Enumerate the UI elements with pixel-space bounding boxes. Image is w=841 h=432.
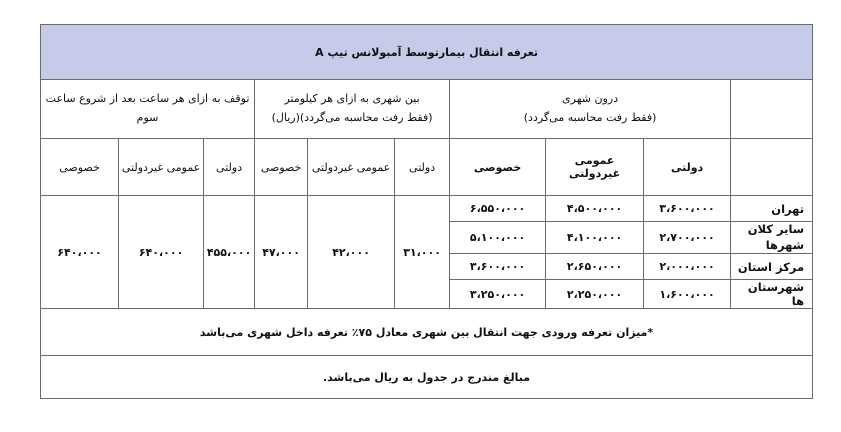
stop-public-rate: ۶۴۰،۰۰۰ (119, 196, 204, 309)
intercity-group-subtitle: (فقط رفت محاسبه می‌گردد)(ریال) (271, 111, 433, 124)
table-row (41, 196, 813, 222)
intercity-public-rate: ۴۲،۰۰۰ (308, 196, 395, 309)
urban-government-tehran: ۳،۶۰۰،۰۰۰ (644, 196, 731, 222)
urban-public-tehran: ۴،۵۰۰،۰۰۰ (546, 196, 644, 222)
urban-group-title: درون شهری (562, 92, 619, 106)
intercity-government-rate: ۳۱،۰۰۰ (395, 196, 450, 309)
row-label-city: شهرستان ها (731, 280, 813, 309)
intercity-group-header (255, 80, 450, 139)
row-label-city: مرکز استان (731, 254, 813, 280)
row-label-city: سایر کلان شهرها (731, 222, 813, 254)
intercity-col-private: خصوصی (255, 139, 308, 196)
urban-col-public-nongov: عمومی غیردولتی (546, 139, 644, 196)
urban-public-towns: ۲،۲۵۰،۰۰۰ (546, 280, 644, 309)
intercity-private-rate: ۴۷،۰۰۰ (255, 196, 308, 309)
row-header-spacer (731, 139, 813, 196)
urban-private-tehran: ۶،۵۵۰،۰۰۰ (450, 196, 546, 222)
urban-private-towns: ۳،۲۵۰،۰۰۰ (450, 280, 546, 309)
urban-group-subtitle: (فقط رفت محاسبه می‌گردد) (523, 111, 657, 124)
corner-cell (731, 80, 813, 139)
intercity-note: *میزان تعرفه ورودی جهت انتقال بین شهری معادل ۷۵٪ تعرفه داخل شهری می‌باشد (41, 309, 813, 356)
stop-col-public-nongov: عمومی غیردولتی (119, 139, 204, 196)
row-label-city: تهران (731, 196, 813, 222)
urban-government-metros: ۲،۷۰۰،۰۰۰ (644, 222, 731, 254)
tariff-table (40, 24, 813, 399)
tariff-document (40, 24, 812, 399)
stop-group-header (41, 80, 255, 139)
table-title: تعرفه انتقال بیمارتوسط آمبولانس تیپ A (41, 25, 813, 80)
stop-col-government: دولتی (204, 139, 255, 196)
intercity-col-government: دولتی (395, 139, 450, 196)
urban-government-provincial: ۲،۰۰۰،۰۰۰ (644, 254, 731, 280)
stop-group-title: توقف به ازای هر ساعت بعد از شروع ساعت سوم (45, 92, 250, 124)
intercity-group-title: بین شهری به ازای هر کیلومتر (284, 92, 420, 106)
stop-private-rate: ۶۴۰،۰۰۰ (41, 196, 119, 309)
urban-group-header (450, 80, 731, 139)
stop-government-rate: ۴۵۵،۰۰۰ (204, 196, 255, 309)
urban-public-metros: ۴،۱۰۰،۰۰۰ (546, 222, 644, 254)
urban-col-private: خصوصی (450, 139, 546, 196)
urban-col-government: دولتی (644, 139, 731, 196)
currency-footer: مبالغ مندرج در جدول به ریال می‌باشد. (41, 356, 813, 399)
stop-col-private: خصوصی (41, 139, 119, 196)
intercity-col-public-nongov: عمومی غیردولتی (308, 139, 395, 196)
urban-private-provincial: ۳،۶۰۰،۰۰۰ (450, 254, 546, 280)
urban-public-provincial: ۲،۶۵۰،۰۰۰ (546, 254, 644, 280)
urban-private-metros: ۵،۱۰۰،۰۰۰ (450, 222, 546, 254)
urban-government-towns: ۱،۶۰۰،۰۰۰ (644, 280, 731, 309)
